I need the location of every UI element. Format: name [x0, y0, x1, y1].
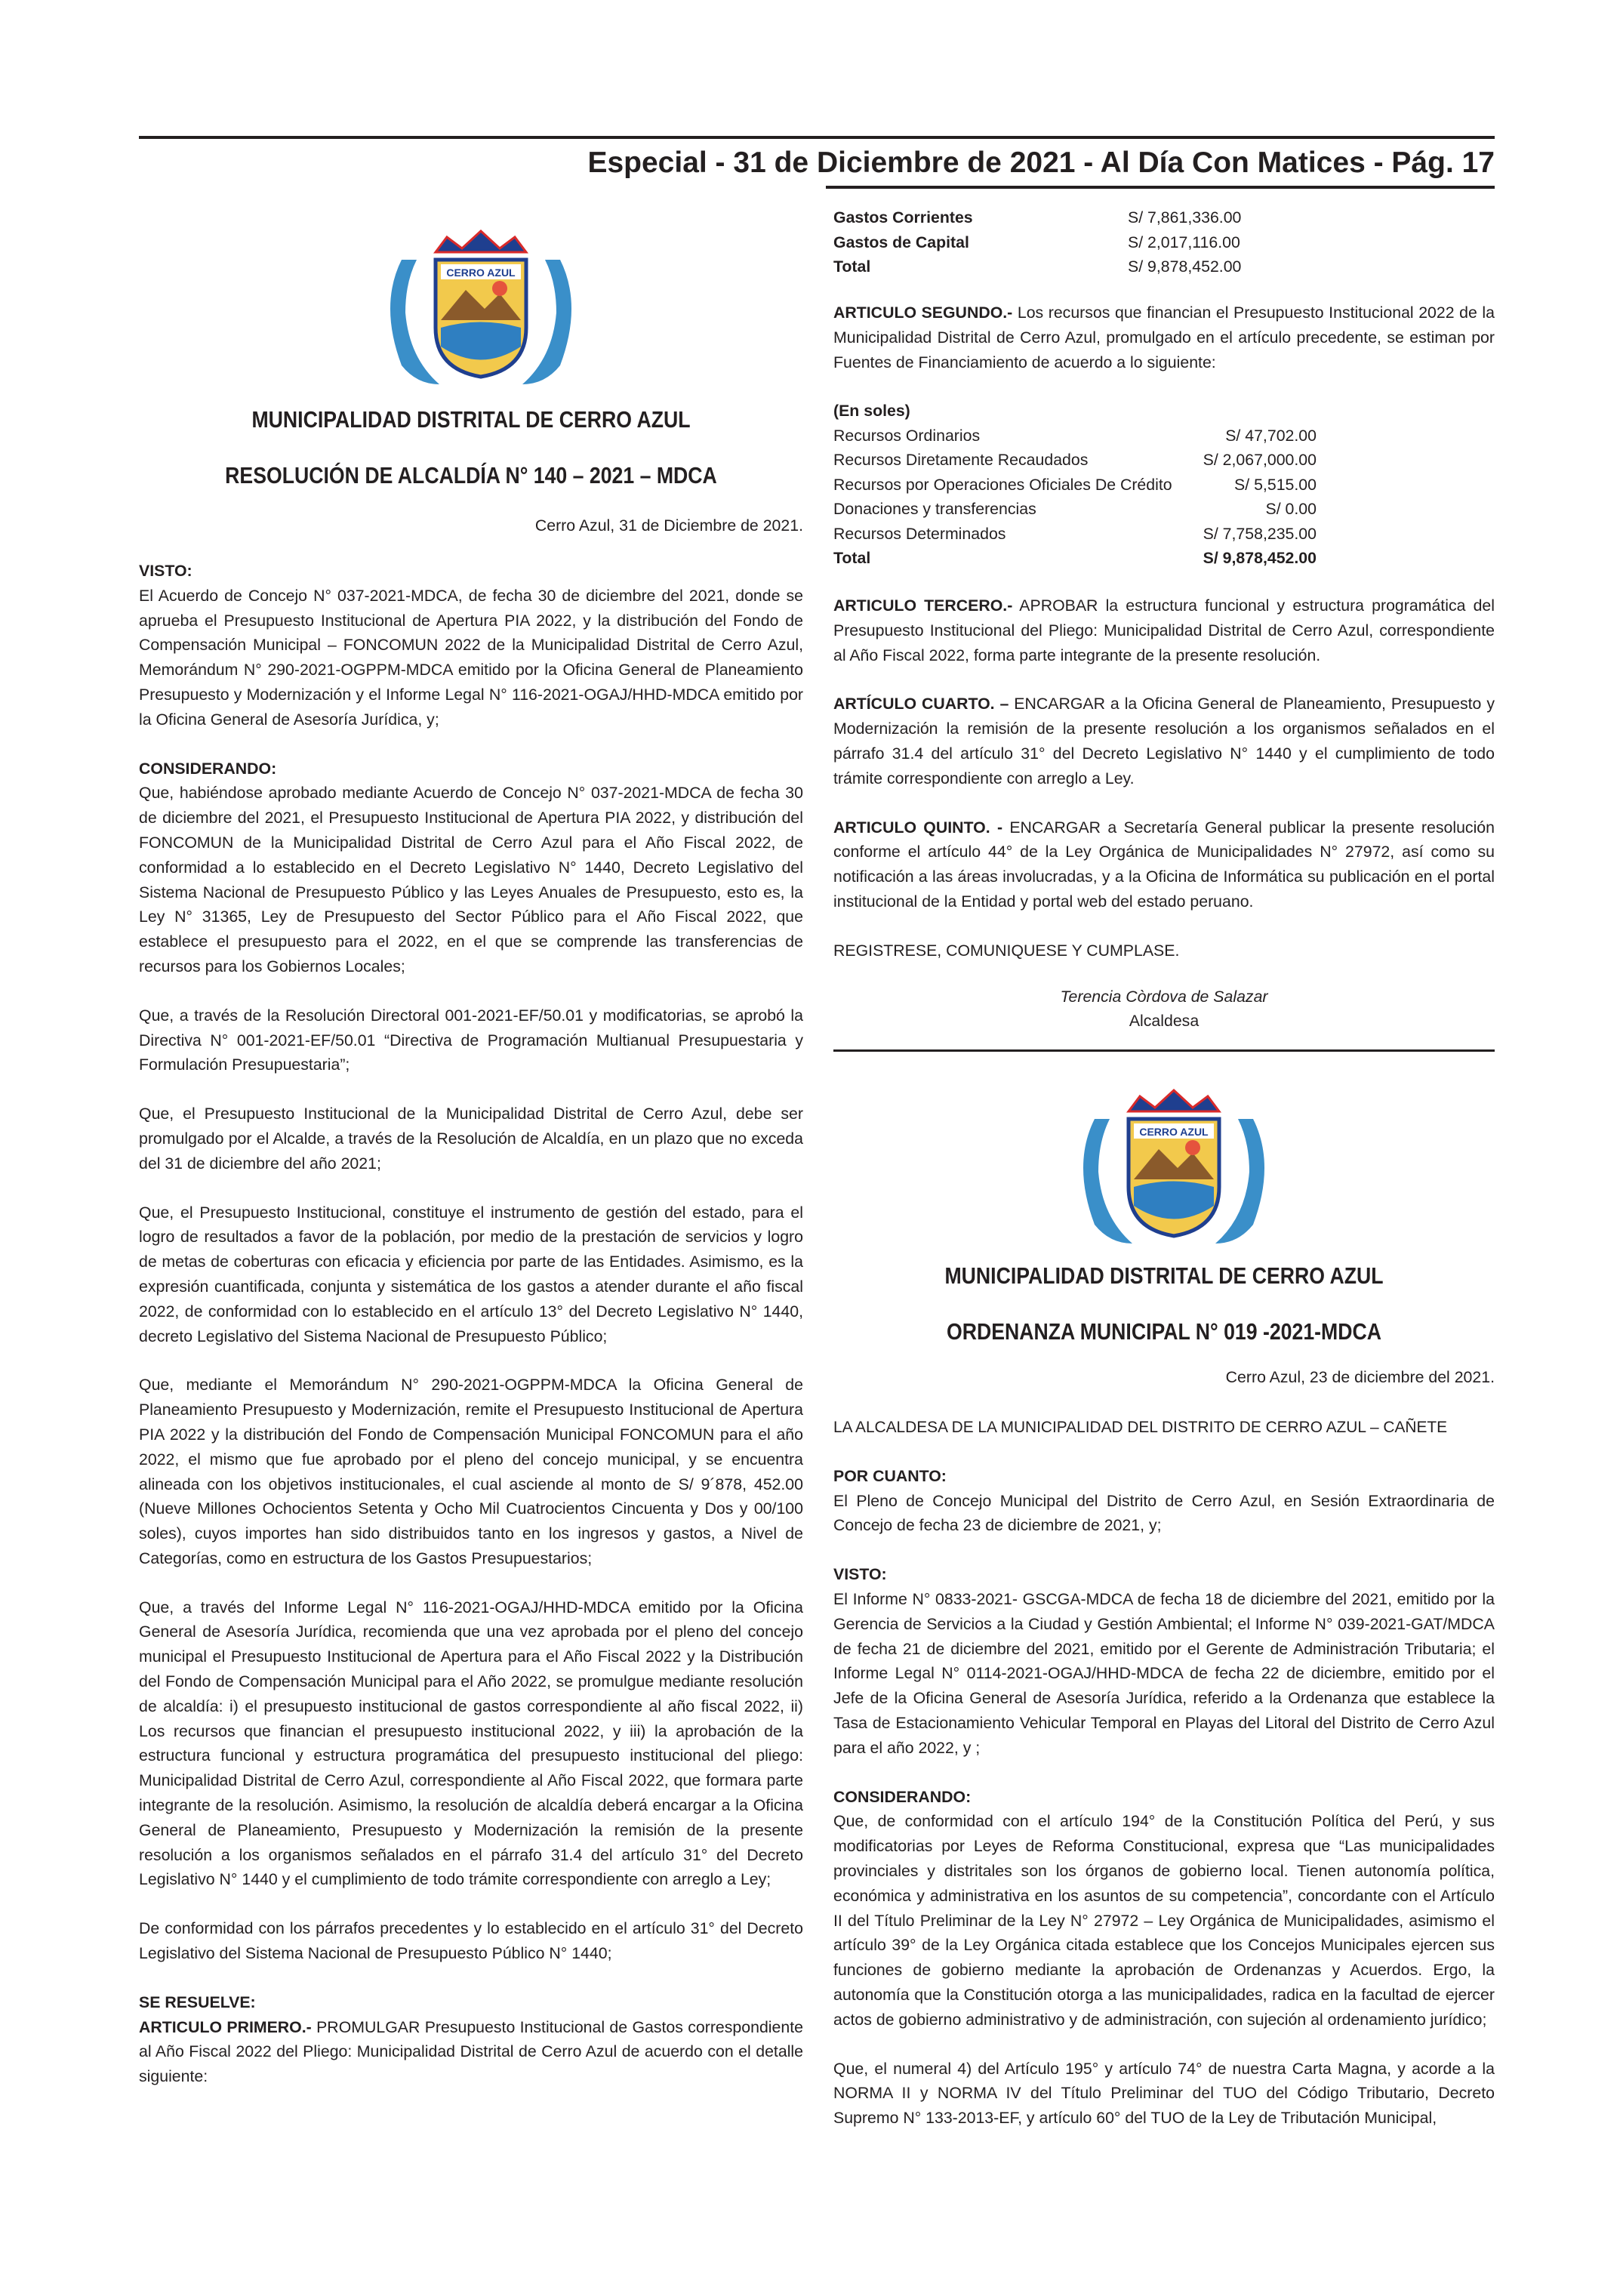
source-row: [833, 497, 1317, 522]
article-second-text: Los recursos que financian el Presupuesto Institucional 2022 de la Municipalidad Distrital de Cerro Azul, promulgado en el artículo precedente, se estiman por Fuentes de Financiamiento de acuerdo a lo siguiente:: [833, 304, 1495, 371]
ordinance-considerando-paragraph: Que, el numeral 4) del Artículo 195° y artículo 74° de nuestra Carta Magna, y acorde a la NORMA II y NORMA IV del Título Preliminar del TUO del Código Tributario, Decreto Supremo N° 133-2013-EF, y artículo 60° del TUO de la Ley de Tributación Municipal,: [833, 2059, 1495, 2128]
por-cuanto-paragraph: El Pleno de Concejo Municipal del Distrito de Cerro Azul, en Sesión Extraordinaria de Concejo de fecha 23 de diciembre de 2021, y;: [833, 1491, 1495, 1535]
considerando-paragraph: Que, a través del Informe Legal N° 116-2021-OGAJ/HHD-MDCA emitido por la Oficina General de Asesoría Jurídica, recomienda que una vez aprobada por el pleno del concejo municipal el Presupuesto Institucional de Apertura para el Año Fiscal 2022 y la Distribución del Fondo de Compensación Municipal para el Año 2022, se promulgue mediante resolución de alcaldía: i) el presupuesto institucional de gastos correspondiente al año fiscal 2022, ii) Los recursos que financian el presupuesto institucional 2022, y iii) la aprobación de la estructura funcional y estructura programática del presupuesto institucional del pliego: Municipalidad Distrital de Cerro Azul, correspondiente al Año Fiscal 2022, que formara parte integrante de la resolución. Asimismo, la resolución de alcaldía deberá encargar a la Oficina General de Planeamiento, Presupuesto y Modernización la remisión de la presente resolución a los organismos señalados en el párrafo 31.4 del artículo 31° del Decreto Legislativo N° 1440 y el cumplimiento de todo trámite correspondiente con arreglo a Ley;: [139, 1598, 803, 1889]
source-row: [833, 473, 1317, 498]
logo-text: CERRO AZUL: [446, 267, 516, 279]
considerando-paragraph: De conformidad con los párrafos precedentes y lo establecido en el artículo 31° del Decreto Legislativo del Sistema Nacional de Presupuesto Público N° 1440;: [139, 1919, 803, 1963]
section-divider: [833, 1049, 1495, 1052]
por-cuanto-heading: POR CUANTO:: [833, 1466, 947, 1485]
resolution-number-title: RESOLUCIÓN DE ALCALDÍA N° 140 – 2021 – MDCA: [225, 462, 717, 488]
visto-heading: VISTO:: [139, 562, 192, 580]
budget-row: [833, 205, 1279, 230]
ordinance-considerando-heading: CONSIDERANDO:: [833, 1787, 972, 1806]
resolution-date: Cerro Azul, 31 de Diciembre de 2021.: [534, 516, 803, 535]
considerando-paragraph: Que, habiéndose aprobado mediante Acuerdo de Concejo N° 037-2021-MDCA de fecha 30 de diciembre del 2021, el Presupuesto Institucional de Apertura PIA 2022, y distribución del FONCOMUN de la Municipalidad Distrital de Cerro Azul para el Año Fiscal 2022, de conformidad a lo establecido en el Decreto Legislativo N° 1440, Decreto Legislativo del Sistema Nacional de Presupuesto Público y las Leyes Anuales de Presupuesto, esto es, la Ley N° 31365, Ley de Presupuesto del Sector Público para el Año Fiscal 2022, que establece el presupuesto para el 2022, en el que se comprende las transferencias de recursos para los Gobiernos Locales;: [139, 784, 803, 975]
considerando-paragraph: Que, a través de la Resolución Directoral 001-2021-EF/50.01 y modificatorias, se aprobó la Directiva N° 001-2021-EF/50.01 “Directiva de Programación Multianual Presupuestaria y Formulación Presupuestaria”;: [139, 1006, 803, 1074]
considerando-paragraph: Que, el Presupuesto Institucional, constituye el instrumento de gestión del estado, para el logro de resultados a favor de la población, por medio de la prestación de servicios y logro de metas de coberturas con eficacia y eficiencia por parte de las Entidades. Asimismo, es la expresión cuantificada, conjunta y sistemática de los gastos a atender durante el año fiscal 2022, de conformidad con lo establecido en el artículo 13° del Decreto Legislativo N° 1440, decreto Legislativo del Sistema Nacional de Presupuesto Público;: [139, 1203, 803, 1345]
budget-table: [833, 205, 1279, 279]
article-third: [833, 593, 1495, 667]
ordinance-number-title: ORDENANZA MUNICIPAL N° 019 -2021-MDCA: [946, 1318, 1382, 1345]
resolution-org-title: MUNICIPALIDAD DISTRITAL DE CERRO AZUL: [251, 406, 691, 433]
closing-line: REGISTRESE, COMUNIQUESE Y CUMPLASE.: [833, 941, 1180, 960]
budget-row: [833, 230, 1279, 255]
source-row: [833, 448, 1317, 473]
article-third-label: ARTICULO TERCERO.-: [833, 596, 1013, 615]
budget-label: Gastos de Capital: [833, 233, 969, 251]
funding-sources-table: [833, 399, 1317, 571]
ordinance-considerando-paragraph: Que, de conformidad con el artículo 194° de la Constitución Política del Perú, y sus modificatorias por Leyes de Reforma Constitucional, expresa que “Las municipalidades provinciales y distritales son los órganos de gobierno local. Tienen autonomía política, económica y administrativa en los asuntos de su competencia”, concordante con el Artículo II del Título Preliminar de la Ley N° 27972 – Ley Orgánica de Municipalidades, asimismo el artículo 39° de la Ley Orgánica citada establece que los Concejos Municipales ejercen sus funciones de gobierno mediante la aprobación de Ordenanzas y Acuerdos. Ergo, la autonomía que la Constitución otorga a las municipalidades, radica en la facultad de ejercer actos de gobierno administrativo y de administración, con sujeción al ordenamiento jurídico;: [833, 1812, 1495, 2029]
article-fourth: [833, 692, 1495, 791]
municipal-crest-logo: [1064, 1074, 1283, 1251]
ordinance-visto-paragraph: El Informe N° 0833-2021- GSCGA-MDCA de fecha 18 de diciembre del 2021, emitido por la Gerencia de Servicios a la Ciudad y Gestión Ambiental; el Informe N° 039-2021-GAT/MDCA de fecha 21 de diciembre del 2021, emitido por el Gerente de Administración Tributaria; el Informe Legal N° 0114-2021-OGAJ/HHD-MDCA de fecha 22 de diciembre, emitido por el Jefe de la Oficina General de Asesoría Jurídica, referido a la Ordenanza que establece la Tasa de Estacionamiento Vehicular Temporal en Playas del Litoral del Distrito de Cerro Azul para el año 2022, y ;: [833, 1589, 1495, 1757]
logo-text: CERRO AZUL: [1139, 1126, 1209, 1138]
article-fourth-label: ARTÍCULO CUARTO. –: [833, 695, 1009, 713]
ordinance-date: Cerro Azul, 23 de diciembre del 2021.: [1225, 1368, 1495, 1386]
source-total-label: Total: [833, 549, 871, 567]
resolution-articles-right: [833, 593, 1495, 988]
considerando-paragraph: Que, el Presupuesto Institucional de la Municipalidad Distrital de Cerro Azul, debe ser promulgado por el Alcalde, a través de la Resolución de Alcaldía, en un plazo que no exceda del 31 de diciembre del año 2021;: [139, 1105, 803, 1173]
page-header-title: Especial - 31 de Diciembre de 2021 - Al Día Con Matices - Pág. 17: [587, 146, 1495, 179]
source-label: Donaciones y transferencias: [833, 500, 1036, 518]
article-fifth: [833, 815, 1495, 914]
ordinance-org-title: MUNICIPALIDAD DISTRITAL DE CERRO AZUL: [944, 1262, 1384, 1289]
municipal-crest-logo: [371, 214, 590, 392]
source-label: Recursos Determinados: [833, 524, 1006, 543]
source-label: Recursos Ordinarios: [833, 426, 981, 445]
ordinance-body: [833, 1415, 1495, 2155]
budget-amount: S/ 2,017,116.00: [1128, 233, 1240, 251]
se-resuelve-heading: SE RESUELVE:: [139, 1992, 256, 2011]
signer-title: Alcaldesa: [1129, 1012, 1200, 1030]
article-second-label: ARTICULO SEGUNDO.-: [833, 304, 1013, 322]
source-amount: S/ 2,067,000.00: [1203, 451, 1317, 469]
article-second: [833, 300, 1495, 399]
source-total-amount: S/ 9,878,452.00: [1203, 549, 1317, 567]
article-third-text: APROBAR la estructura funcional y estructura programática del Presupuesto Institucional del Pliego: Municipalidad Distrital de Cerro Azul, correspondiente al Año Fiscal 2022, forma parte integrante de la presente resolución.: [833, 596, 1495, 664]
budget-label: Total: [833, 257, 871, 276]
article-fifth-label: ARTICULO QUINTO. -: [833, 818, 1003, 837]
source-row: [833, 522, 1317, 547]
budget-row: [833, 254, 1279, 279]
source-amount: S/ 0.00: [1265, 500, 1317, 518]
considerando-heading: CONSIDERANDO:: [139, 759, 277, 778]
source-total-row: [833, 546, 1317, 571]
header-rule: [139, 136, 1495, 139]
article-fifth-text: ENCARGAR a Secretaría General publicar la presente resolución conforme el artículo 44° de la Ley Orgánica de Municipalidades N° 27972, así como su notificación a las áreas involucradas, y a la Oficina de Informática su publicación en el portal institucional de la Entidad y portal web del estado peruano.: [833, 818, 1495, 911]
considerando-paragraph: Que, mediante el Memorándum N° 290-2021-OGPPM-MDCA la Oficina General de Planeamiento Presupuesto y Modernización, remite el Presupuesto Institucional de Apertura PIA 2022 y la distribución del Fondo de Compensación Municipal FONCOMUN para el año 2022, el mismo que fue aprobado por el pleno del concejo municipal, y se encuentra alineada con los objetivos institucionales, el cual asciende al monto de S/ 9´878, 452.00 (Nueve Millones Ochocientos Setenta y Ocho Mil Cuatrocientos Cincuenta y Dos y 00/100 soles), cuyos importes han sido distribuidos tanto en los ingresos y gastos, a Nivel de Categorías, como en estructura de los Gastos Presupuestarios;: [139, 1376, 803, 1567]
source-label: Recursos por Operaciones Oficiales De Crédito: [833, 475, 1172, 494]
source-amount: S/ 5,515.00: [1234, 475, 1317, 494]
sources-title: (En soles): [833, 402, 910, 420]
article-first: [139, 2015, 803, 2089]
source-amount: S/ 47,702.00: [1225, 426, 1317, 445]
visto-paragraph: El Acuerdo de Concejo N° 037-2021-MDCA, de fecha 30 de diciembre del 2021, donde se aprueba el Presupuesto Institucional de Apertura PIA 2022, y la distribución del Fondo de Compensación Municipal – FONCOMUN 2022 de la Municipalidad Distrital de Cerro Azul, Memorándum N° 290-2021-OGPPM-MDCA emitido por la Oficina General de Planeamiento Presupuesto y Modernización y el Informe Legal N° 116-2021-OGAJ/HHD-MDCA emitido por la Oficina General de Asesoría Jurídica, y;: [139, 586, 803, 729]
header-underline: [826, 186, 1495, 189]
article-first-text: PROMULGAR Presupuesto Institucional de Gastos correspondiente al Año Fiscal 2022 del Pliego: Municipalidad Distrital de Cerro Azul de acuerdo con el detalle siguiente:: [139, 2017, 803, 2086]
budget-label: Gastos Corrientes: [833, 208, 973, 227]
ordinance-preamble: LA ALCALDESA DE LA MUNICIPALIDAD DEL DISTRITO DE CERRO AZUL – CAÑETE: [833, 1418, 1448, 1436]
signer-name: Terencia Còrdova de Salazar: [1060, 988, 1268, 1006]
source-amount: S/ 7,758,235.00: [1203, 524, 1317, 543]
ordinance-visto-heading: VISTO:: [833, 1565, 887, 1584]
budget-amount: S/ 9,878,452.00: [1128, 257, 1242, 276]
article-fourth-text: ENCARGAR a la Oficina General de Planeamiento, Presupuesto y Modernización la remisión de la presente resolución a los organismos señalados en el párrafo 31.4 del artículo 31° del Decreto Legislativo N° 1440 y el cumplimiento de todo trámite correspondiente con arreglo a Ley.: [833, 695, 1495, 787]
resolution-body-left: [139, 559, 803, 2113]
source-label: Recursos Diretamente Recaudados: [833, 451, 1089, 469]
source-row: [833, 424, 1317, 448]
budget-amount: S/ 7,861,336.00: [1128, 208, 1242, 227]
article-first-label: ARTICULO PRIMERO.-: [139, 2017, 312, 2036]
